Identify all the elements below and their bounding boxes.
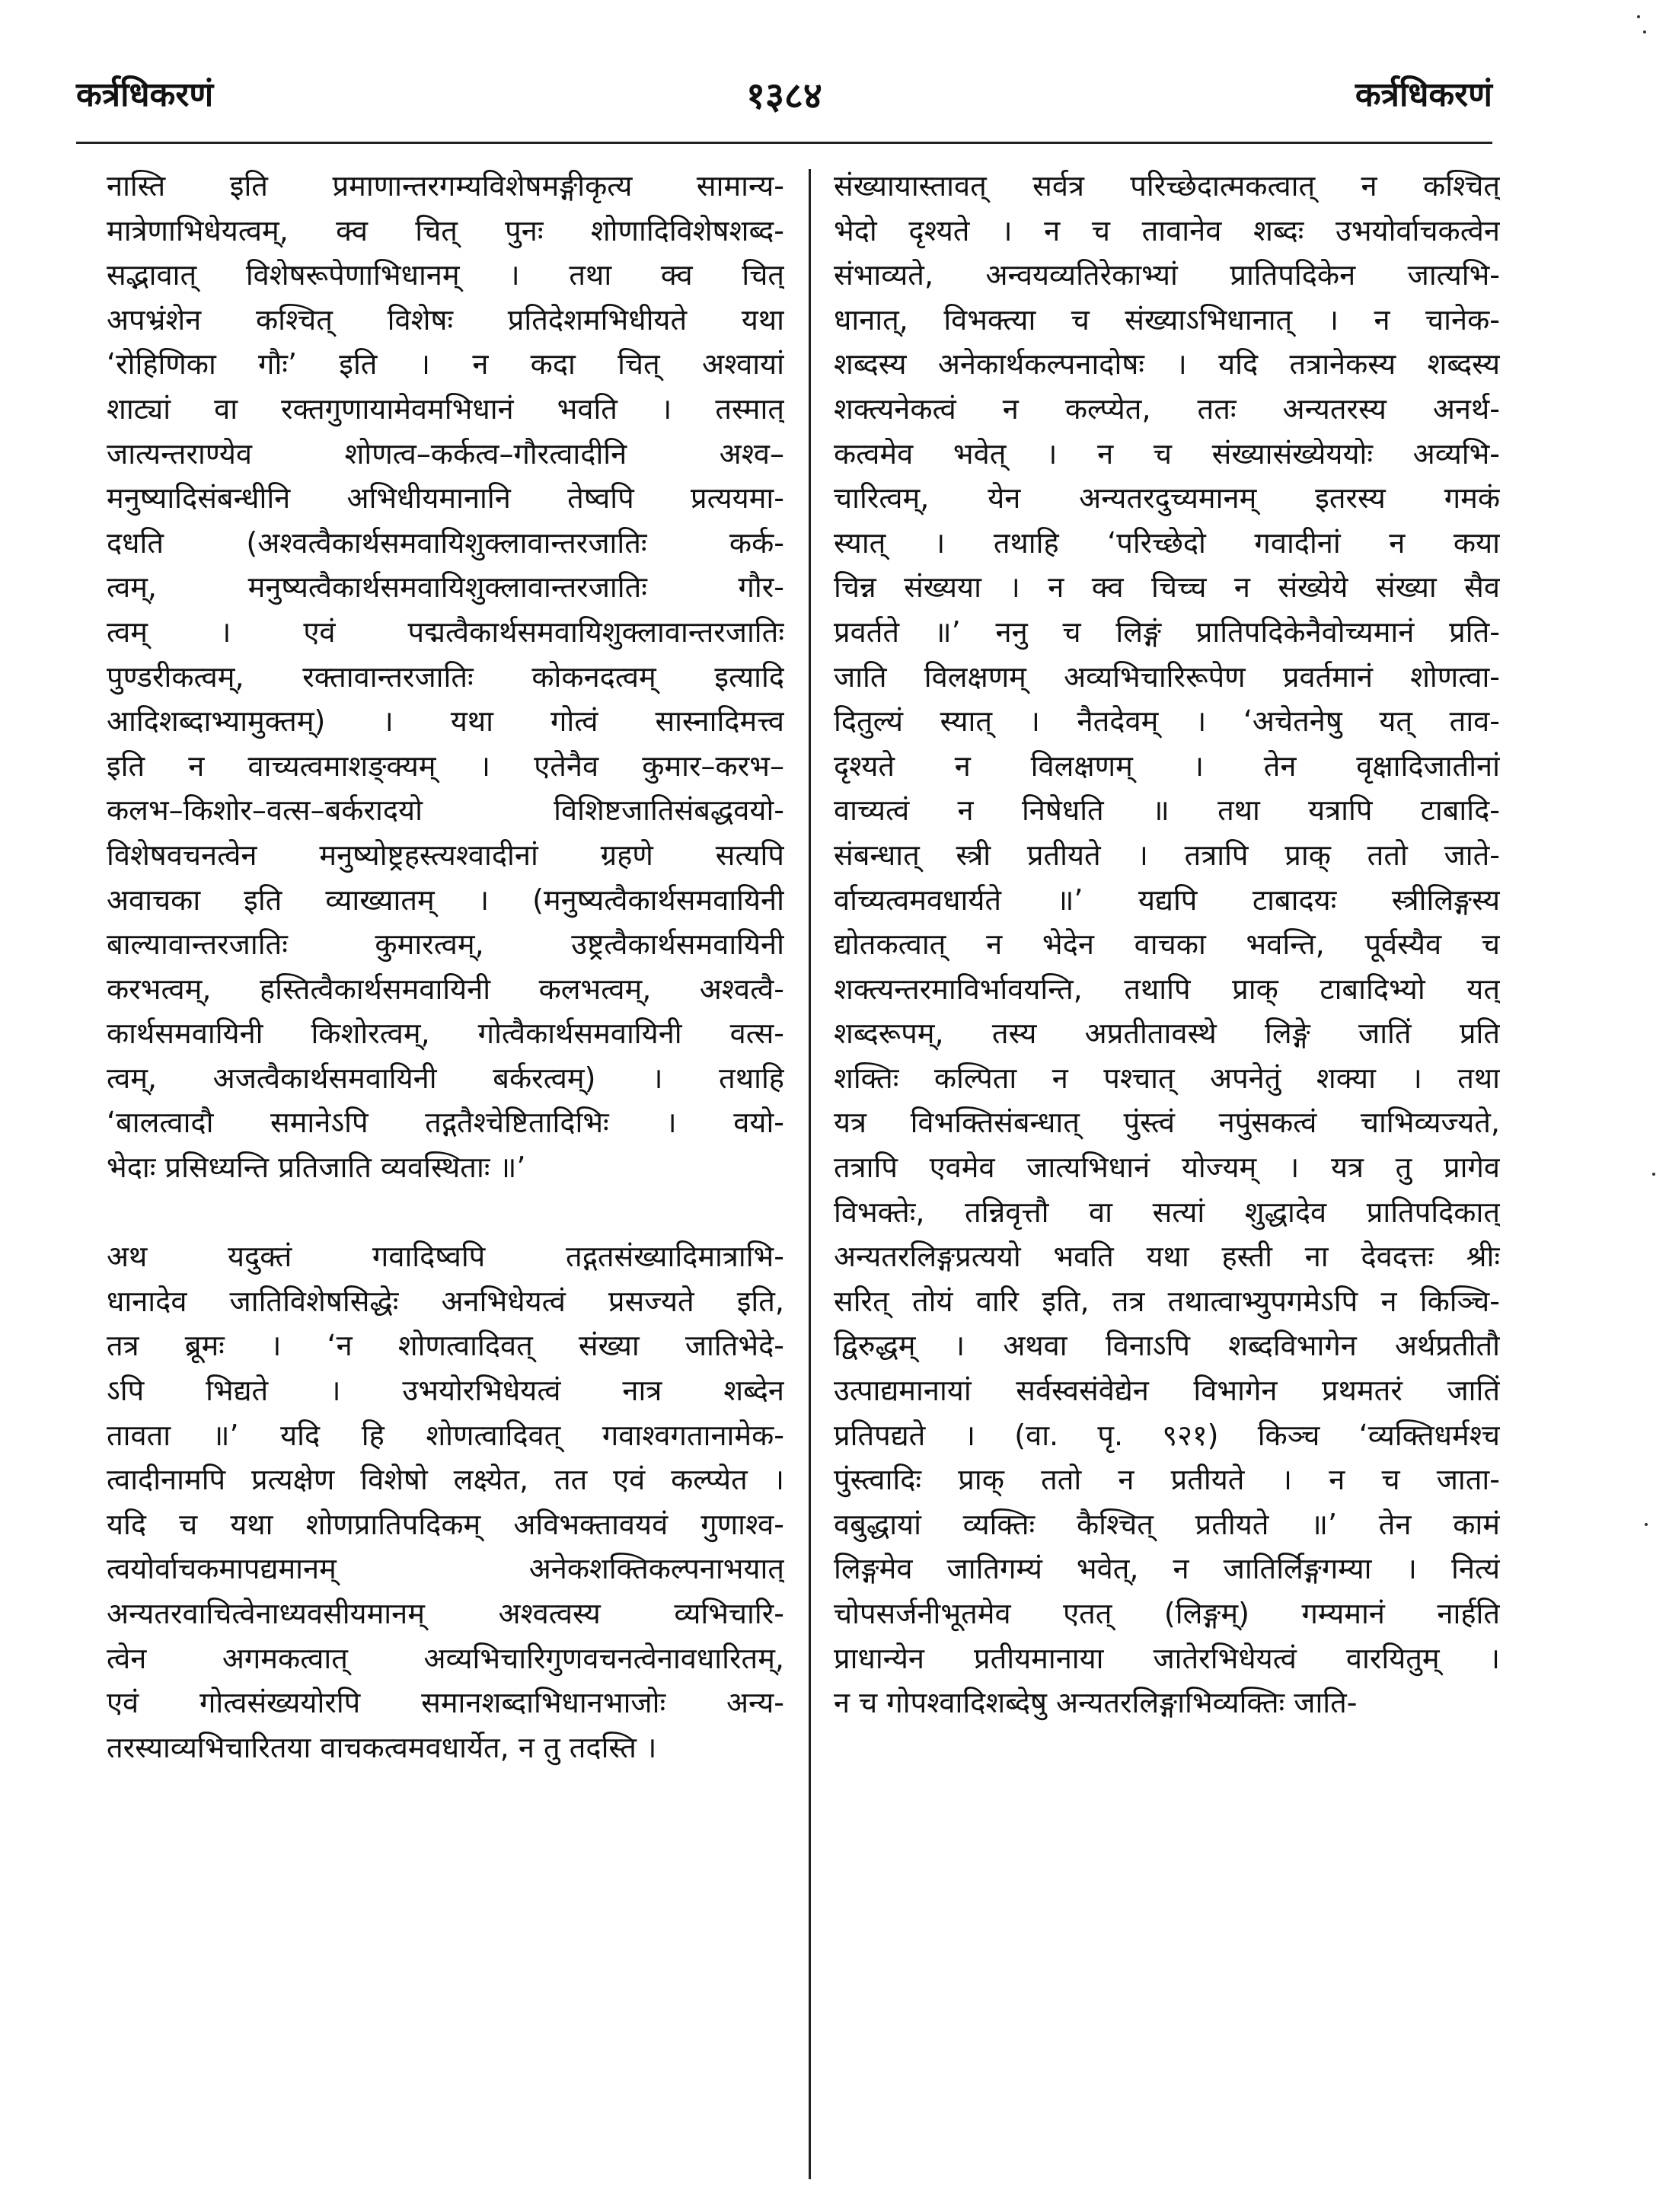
text-line: आदिशब्दाभ्यामुक्तम्) । यथा गोत्वं सास्नादिमत्त्व	[107, 704, 784, 739]
text-line: कार्थसमवायिनी किशोरत्वम्, गोत्वैकार्थसमवायिनी वत्स-	[107, 1017, 784, 1051]
text-line: तत्र ब्रूमः । ‘न शोणत्वादिवत् संख्या जातिभेदे-	[107, 1329, 784, 1363]
text-line: संभाव्यते, अन्वयव्यतिरेकाभ्यां प्रातिपदिकेन जात्यभि-	[834, 258, 1500, 292]
text-line: दधति (अश्वत्वैकार्थसमवायिशुक्लावान्तरजातिः कर्क-	[107, 525, 784, 560]
scan-speck	[1643, 30, 1646, 34]
text-line: विशेषवचनत्वेन मनुष्योष्ट्रहस्त्यश्वादीनां ग्रहणे सत्यपि	[107, 838, 784, 872]
text-line: चोपसर्जनीभूतमेव एतत् (लिङ्गम्) गम्यमानं नार्हति	[834, 1597, 1500, 1630]
text-line: शक्त्यनेकत्वं न कल्प्येत, ततः अन्यतरस्य अनर्थ-	[834, 391, 1500, 426]
left-text-column	[107, 164, 784, 1770]
text-line: तत्रापि एवमेव जात्यभिधानं योज्यम् । यत्र तु प्रागेव	[834, 1151, 1500, 1185]
text-line: शाट्यां वा रक्तगुणायामेवमभिधानं भवति । तस्मात्	[107, 391, 784, 426]
right-text-column	[834, 164, 1500, 1725]
text-line: ऽपि भिद्यते । उभयोरभिधेयत्वं नात्र शब्देन	[107, 1374, 784, 1408]
text-line: शक्त्यन्तरमाविर्भावयन्ति, तथापि प्राक् टाबादिभ्यो यत्	[834, 972, 1500, 1006]
text-line: प्राधान्येन प्रतीयमानाया जातेरभिधेयत्वं वारयितुम् ।	[834, 1641, 1500, 1675]
text-line: भेदाः प्रसिध्यन्ति प्रतिजाति व्यवस्थिताः ॥’	[107, 1151, 526, 1185]
text-line: अन्यतरवाचित्वेनाध्यवसीयमानम् अश्वत्वस्य व्यभिचारि-	[107, 1597, 784, 1630]
scan-speck	[1645, 1523, 1648, 1526]
text-line: विभक्तेः, तन्निवृत्तौ वा सत्यां शुद्धादेव प्रातिपदिकात्	[834, 1195, 1500, 1229]
text-line: प्रवर्तते ॥’ ननु च लिङ्गं प्रातिपदिकेनैवोच्यमानं प्रति-	[834, 614, 1500, 649]
text-line: संबन्धात् स्त्री प्रतीयते । तत्रापि प्राक् ततो जाते-	[834, 838, 1500, 872]
text-line: वबुद्धायां व्यक्तिः कैश्चित् प्रतीयते ॥’ तेन कामं	[834, 1507, 1500, 1541]
text-line: त्वम्, अजत्वैकार्थसमवायिनी बर्करत्वम्) । तथाहि	[107, 1061, 784, 1095]
text-line: यदि च यथा शोणप्रातिपदिकम् अविभक्तावयवं गुणाश्व-	[107, 1507, 784, 1541]
text-line: प्रतिपद्यते । (वा. पृ. ९२१) किञ्च ‘व्यक्तिधर्मश्च	[834, 1418, 1500, 1452]
text-line: धानात्, विभक्त्या च संख्याऽभिधानात् । न चानेक-	[834, 302, 1500, 337]
text-line: तावता ॥’ यदि हि शोणत्वादिवत् गवाश्वगतानामेक-	[107, 1418, 784, 1452]
text-line: दितुल्यं स्यात् । नैतदेवम् । ‘अचेतनेषु यत् ताव-	[834, 704, 1500, 739]
text-line: शब्दस्य अनेकार्थकल्पनादोषः । यदि तत्रानेकस्य शब्दस्य	[834, 347, 1500, 381]
text-line: अपभ्रंशेन कश्चित् विशेषः प्रतिदेशमभिधीयते यथा	[107, 302, 784, 337]
text-line: सरित् तोयं वारि इति, तत्र तथात्वाभ्युपगमेऽपि न किञ्चि-	[834, 1284, 1500, 1318]
text-line: शक्तिः कल्पिता न पश्चात् अपनेतुं शक्या । तथा	[834, 1061, 1500, 1095]
text-line: तरस्याव्यभिचारितया वाचकत्वमवधार्येत, न तु तदस्ति ।	[107, 1730, 657, 1764]
running-title-left: कर्त्रधिकरणं	[76, 75, 214, 114]
text-line: अन्यतरलिङ्गप्रत्ययो भवति यथा हस्ती ना देवदत्तः श्रीः	[834, 1240, 1500, 1274]
text-line: चिन्न संख्यया । न क्व चिच्च न संख्येये संख्या सैव	[834, 570, 1500, 605]
text-line: स्यात् । तथाहि ‘परिच्छेदो गवादीनां न कया	[834, 525, 1500, 560]
text-line: बाल्यावान्तरजातिः कुमारत्वम्, उष्ट्रत्वैकार्थसमवायिनी	[107, 927, 784, 962]
text-line: जाति विलक्षणम् अव्यभिचारिरूपेण प्रवर्तमानं शोणत्वा-	[834, 659, 1500, 694]
text-line: ‘रोहिणिका गौः’ इति । न कदा चित् अश्वायां	[107, 347, 784, 381]
text-line: सद्भावात् विशेषरूपेणाभिधानम् । तथा क्व चित्	[107, 258, 784, 292]
page-header	[76, 70, 1492, 139]
text-line: नास्ति इति प्रमाणान्तरगम्यविशेषमङ्गीकृत्य सामान्य-	[107, 169, 784, 203]
text-line: धानादेव जातिविशेषसिद्धेः अनभिधेयत्वं प्रसज्यते इति,	[107, 1284, 784, 1318]
header-rule	[76, 142, 1492, 144]
scan-speck	[1652, 1173, 1655, 1176]
text-line: त्वयोर्वाचकमापद्यमानम् अनेकशक्तिकल्पनाभयात्	[107, 1552, 784, 1586]
text-line: मात्रेणाभिधेयत्वम्, क्व चित् पुनः शोणादिविशेषशब्द-	[107, 213, 784, 247]
text-line: लिङ्गमेव जातिगम्यं भवेत्, न जातिर्लिङ्गगम्या । नित्यं	[834, 1552, 1500, 1586]
text-line: शब्दरूपम्, तस्य अप्रतीतावस्थे लिङ्गे जातिं प्रति	[834, 1017, 1500, 1051]
text-line: पुण्डरीकत्वम्, रक्तावान्तरजातिः कोकनदत्वम् इत्यादि	[107, 659, 784, 694]
text-line: इति न वाच्यत्वमाशङ्क्यम् । एतेनैव कुमार–करभ–	[107, 749, 784, 783]
running-title-right: कर्त्रधिकरणं	[1355, 75, 1492, 114]
text-line: चारित्वम्, येन अन्यतरदुच्यमानम् इतरस्य गमकं	[834, 481, 1500, 515]
text-line: पुंस्त्वादिः प्राक् ततो न प्रतीयते । न च जाता-	[834, 1463, 1500, 1497]
text-line: उत्पाद्यमानायां सर्वस्वसंवेद्येन विभागेन प्रथमतरं जातिं	[834, 1374, 1500, 1408]
text-line: करभत्वम्, हस्तित्वैकार्थसमवायिनी कलभत्वम्, अश्वत्वै-	[107, 972, 784, 1006]
text-line: त्वेन अगमकत्वात् अव्यभिचारिगुणवचनत्वेनावधारितम्,	[107, 1641, 784, 1675]
text-line: त्वम् । एवं पद्मत्वैकार्थसमवायिशुक्लावान्तरजातिः	[107, 614, 784, 649]
text-line: द्योतकत्वात् न भेदेन वाचका भवन्ति, पूर्वस्यैव च	[834, 927, 1500, 962]
text-line: द्विरुद्धम् । अथवा विनाऽपि शब्दविभागेन अर्थप्रतीतौ	[834, 1329, 1500, 1363]
text-line: दृश्यते न विलक्षणम् । तेन वृक्षादिजातीनां	[834, 749, 1500, 783]
text-line: ‘बालत्वादौ समानेऽपि तद्गतैश्चेष्टितादिभिः । वयो-	[107, 1106, 784, 1140]
text-line: कलभ–किशोर–वत्स–बर्करादयो विशिष्टजातिसंबद्धवयो-	[107, 793, 784, 828]
page-number: १३८४	[746, 75, 822, 117]
text-line: संख्यायास्तावत् सर्वत्र परिच्छेदात्मकत्वात् न कश्चित्	[834, 169, 1500, 203]
text-line: वाच्यत्वं न निषेधति ॥ तथा यत्रापि टाबादि-	[834, 793, 1500, 828]
text-line: र्वाच्यत्वमवधार्यते ॥’ यद्यपि टाबादयः स्त्रीलिङ्गस्य	[834, 883, 1500, 917]
text-line: एवं गोत्वसंख्ययोरपि समानशब्दाभिधानभाजोः अन्य-	[107, 1686, 784, 1720]
text-line: त्वादीनामपि प्रत्यक्षेण विशेषो लक्ष्येत, तत एवं कल्प्येत ।	[107, 1463, 784, 1497]
text-line: भेदो दृश्यते । न च तावानेव शब्दः उभयोर्वाचकत्वेन	[834, 213, 1500, 247]
text-line: जात्यन्तराण्येव शोणत्व–कर्कत्व–गौरत्वादीनि अश्व–	[107, 436, 784, 471]
scan-speck	[1637, 15, 1640, 18]
text-line: मनुष्यादिसंबन्धीनि अभिधीयमानानि तेष्वपि प्रत्ययमा-	[107, 481, 784, 515]
text-line	[107, 1190, 784, 1235]
text-line: त्वम्, मनुष्यत्वैकार्थसमवायिशुक्लावान्तरजातिः गौर-	[107, 570, 784, 605]
text-line: यत्र विभक्तिसंबन्धात् पुंस्त्वं नपुंसकत्वं चाभिव्यज्यते,	[834, 1106, 1500, 1140]
text-line: न च गोपश्वादिशब्देषु अन्यतरलिङ्गाभिव्यक्तिः जाति-	[834, 1686, 1358, 1720]
text-line: कत्वमेव भवेत् । न च संख्यासंख्येययोः अव्यभि-	[834, 436, 1500, 471]
text-line: अवाचका इति व्याख्यातम् । (मनुष्यत्वैकार्थसमवायिनी	[107, 883, 784, 917]
text-line: अथ यदुक्तं गवादिष्वपि तद्गतसंख्यादिमात्राभि-	[107, 1240, 784, 1274]
column-divider	[809, 169, 811, 2179]
